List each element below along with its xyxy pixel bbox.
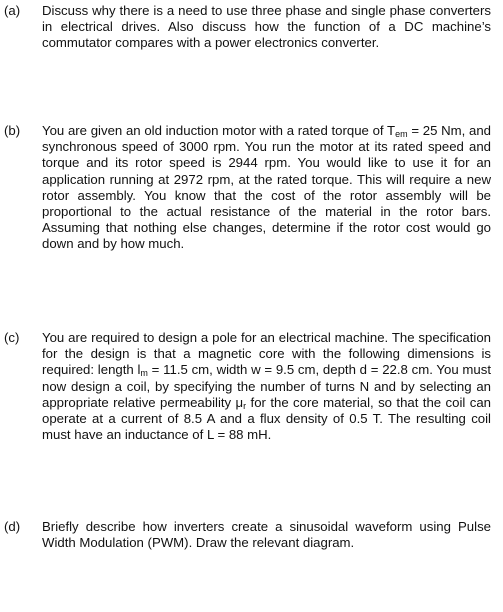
text-part: = 25 Nm, and synchronous speed of 3000 rpm. You run the motor at its rated speed and torque and its rotor speed is 2944 rpm. You would like to use it for an application running at 2972 rpm, at the rated torque. This will require a new rotor assembly. You know that the cost of the rotor assembly will be proportional to the actual resistance of the material in the rotor bars. Assuming that nothing else changes, determine if the rotor cost would go down and by how much. [42, 123, 492, 252]
question-label: (d) [4, 519, 21, 534]
subscript: m [140, 368, 148, 379]
question-text [42, 123, 491, 253]
subscript: em [395, 129, 408, 139]
question-label: (c) [4, 330, 20, 345]
question-text: Briefly describe how inverters create a sinusoidal waveform using Pulse Width Modulation (PWM). Draw the relevant diagram. [42, 519, 491, 551]
text-part: You are given an old induction motor with a rated torque of T [42, 123, 396, 138]
subscript: r [243, 400, 247, 411]
question-text [42, 330, 491, 443]
question-label: (a) [4, 3, 21, 18]
text-part: You are required to design a pole for an electrical machine. The specification for the design is that a magnetic core with the following dimensions is required: length l [42, 330, 491, 378]
text-part: for the core material, so that the coil can operate at a current of 8.5 A and a flux density of 0.5 T. The resulting coil must have an inductance of L = 88 mH. [42, 394, 491, 443]
question-text: Discuss why there is a need to use three phase and single phase converters in electrical drives. Also discuss how the function of a DC machine’s commutator compares with a power electronics converter. [42, 3, 491, 51]
question-label: (b) [4, 123, 21, 138]
text-part: = 11.5 cm, width w = 9.5 cm, depth d = 22.8 cm. You must now design a coil, by specifying the number of turns N and by selecting an appropriate relative permeability μ [42, 362, 491, 410]
